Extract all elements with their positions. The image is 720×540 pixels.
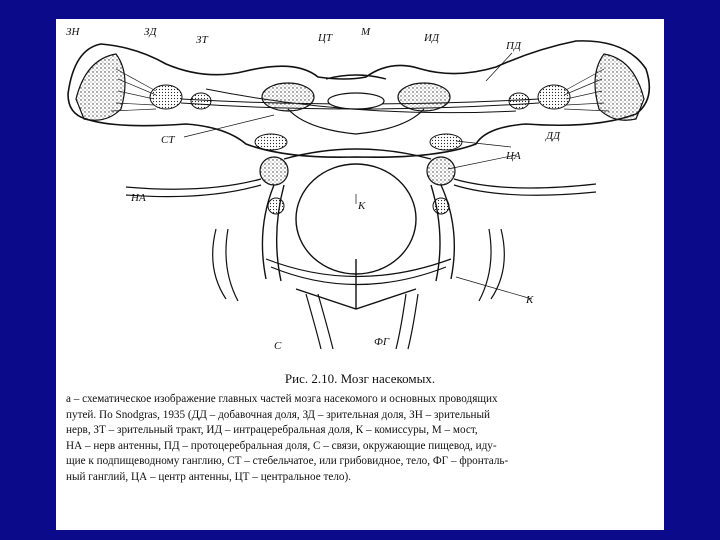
label-ca: ЦА (506, 150, 521, 162)
label-na: НА (131, 192, 146, 204)
figure-caption-body: а – схематическое изображение главных частей мозга насекомого и основных проводящих путей. По Snodgras, 1935 (ДД – добавочная доля, ЗД – зрительная доля, ЗН – зрительный нерв, ЗТ – зрительный тракт, ИД – интрацеребральная доля, К – комиссуры, М – мост, НА – нерв антенны, ПД – протоцеребральная доля, С – связи, окружающие пищевод, иду- щие к подпищеводному ганглию, СТ – стебельчатое, или грибовидное, тело, ФГ – фронталь- ный ганглий, ЦА – центр антенны, ЦТ – центральное тело). (66, 393, 509, 483)
label-zn: ЗН (66, 26, 80, 38)
label-k-upper: К (358, 200, 366, 212)
accessory-lobe-right (430, 134, 462, 150)
frontal-connective (296, 259, 416, 309)
optic-lobe-right-1 (538, 85, 570, 109)
mushroom-stalks (288, 109, 424, 134)
central-body (328, 93, 384, 109)
optic-lobe-left-1 (150, 85, 182, 109)
optic-lobe-right-2 (509, 93, 529, 109)
label-fg: ФГ (374, 336, 390, 348)
label-ct: ЦТ (318, 32, 333, 44)
calyx-left (262, 83, 314, 111)
antennal-center-left (260, 157, 288, 185)
label-k-lower: К (526, 294, 534, 306)
antennal-nerve-left (126, 179, 261, 197)
optic-lobe-left-2 (191, 93, 211, 109)
oesophagus (296, 164, 416, 274)
antennal-center-right (427, 157, 455, 185)
optic-nerve-left (76, 54, 125, 120)
label-s: С (274, 340, 282, 352)
label-zt: ЗТ (196, 34, 208, 46)
calyx-right (398, 83, 450, 111)
label-st: СТ (161, 134, 175, 146)
insect-brain-diagram (56, 19, 664, 379)
label-id: ИД (424, 32, 439, 44)
label-m: М (361, 26, 371, 38)
label-pd: ПД (506, 40, 521, 52)
ganglion-right (433, 198, 449, 214)
label-dd: ДД (546, 130, 560, 142)
accessory-lobe-left (255, 134, 287, 150)
optic-nerve-right (595, 54, 644, 120)
ganglion-left (268, 198, 284, 214)
antennal-nerve-right (454, 179, 596, 195)
label-zd: ЗД (144, 26, 157, 38)
figure-caption-title: Рис. 2.10. Мозг насекомых. (284, 371, 436, 386)
figure-page (56, 19, 664, 530)
